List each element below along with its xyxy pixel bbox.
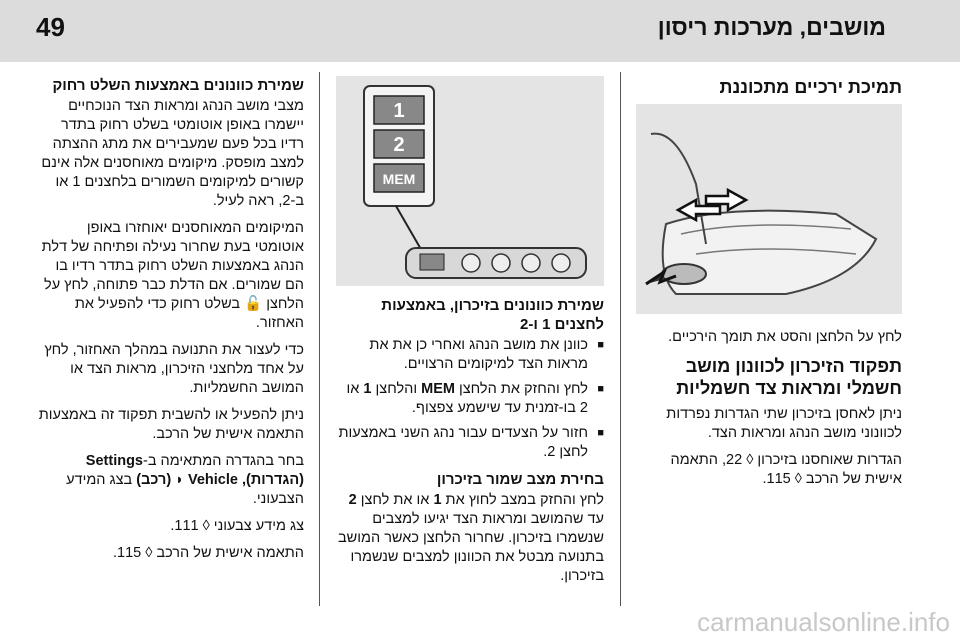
figure-memory-buttons <box>336 76 604 286</box>
save-step-2: ■ לחץ והחזק את הלחצן MEM והלחצן 1 או 2 בו-זמנית עד שישמע צפצוף. <box>336 380 604 418</box>
save-steps-list <box>336 336 604 462</box>
left-column <box>36 76 304 571</box>
caption-thigh-support: לחץ על הלחצן והסט את תומך הירכיים. <box>668 329 902 345</box>
memory-button-1 <box>374 96 424 124</box>
save-step-1: ■ כוונן את מושב הנהג ואחרי כן את את מראות הצד למיקומים הרצויים. <box>336 336 604 374</box>
paragraph-remote-save: מצבי מושב הנהג ומראות הצד הנוכחיים יישמרו באופן אוטומטי בשלט רחוק בתדר רדיו בכל פעם שמעבירים את מתג ההצתה למצב מופסק. מיקומים מאוחסנים אלה אינם קשורים למיקומים השמורים בלחצנים 1 או ב-2, ראה לעיל. <box>41 98 304 209</box>
page-title: מושבים, מערכות ריסון <box>657 14 886 40</box>
column-divider-left <box>319 72 320 606</box>
paragraph-settings-path: בחר בהגדרה המתאימה ב-Settings (הגדרות), Vehicle ◗ (רכב) בצג המידע הצבעוני. <box>66 453 304 507</box>
column-divider-right <box>620 72 621 606</box>
paragraph-stop-recall: כדי לעצור את התנועה במהלך האחזור, לחץ על אחד מלחצני הזיכרון, מראות הצד או המושב החשמליות. <box>44 342 304 396</box>
section-heading-save-buttons: שמירת כוונונים בזיכרון, באמצעות לחצנים 1 ו-2 <box>381 297 604 333</box>
memory-button-1-label: 1 <box>393 100 405 122</box>
memory-button-mem-label: MEM <box>382 171 416 187</box>
paragraph-memory-refs: הגדרות שאוחסנו בזיכרון ◊ 22, התאמה אישית של הרכב ◊ 115. <box>670 452 902 487</box>
section-heading-remote-save: שמירת כוונונים באמצעות השלט רחוק <box>52 77 304 94</box>
watermark: carmanualsonline.info <box>697 607 950 637</box>
seat-illustration <box>636 104 902 314</box>
paragraph-memory-intro: ניתן לאחסן בזיכרון שתי הגדרות נפרדות לכוונוני מושב הנהג ומראות הצד. <box>666 406 902 441</box>
section-heading-memory-function: תפקוד הזיכרון לכוונון מושב חשמלי ומראות צד חשמליות <box>676 356 902 398</box>
save-step-3: ■ חזור על הצעדים עבור נהג השני באמצעות לחצן 2. <box>336 424 604 462</box>
section-heading-thigh-support: תמיכת ירכיים מתכוננת <box>719 77 902 97</box>
memory-button-2-label: 2 <box>393 134 405 156</box>
paragraph-ref-info-display: צג מידע צבעוני ◊ 111. <box>170 518 304 534</box>
section-heading-select-memory: בחירת מצב שמור בזיכרון <box>436 471 604 488</box>
middle-column <box>336 76 604 594</box>
paragraph-ref-personalisation: התאמה אישית של הרכב ◊ 115. <box>112 545 304 561</box>
memory-button-mem <box>374 164 424 192</box>
right-column <box>636 76 902 497</box>
paragraph-remote-recall: המיקומים המאוחסנים יאוחזרו באופן אוטומטי בעת שחרור נעילה ופתיחה של דלת הנהג באמצעות השלט רחוק בתדר רדיו בו הם שמורים. אם הדלת כבר פתוחה, לחץ על הלחצן 🔓 בשלט רחוק כדי להפעיל את האחזור. <box>41 220 304 331</box>
paragraph-select-memory: לחץ והחזק במצב לחוץ את 1 או את לחצן 2 עד שהמושב ומראות הצד יגיעו למצבים שנשמרו בזיכרון. שחרור הלחצן כאשר המושב בתנועה מבטל את הכוונון למצבים שנשמרו בזיכרון. <box>337 492 604 584</box>
figure-seat-thigh-support <box>636 104 902 314</box>
memory-button-2 <box>374 130 424 158</box>
memory-buttons-illustration <box>336 76 604 286</box>
page-number: 49 <box>36 12 65 42</box>
paragraph-enable-disable: ניתן להפעיל או להשבית תפקוד זה באמצעות התאמה אישית של הרכב. <box>38 407 304 442</box>
